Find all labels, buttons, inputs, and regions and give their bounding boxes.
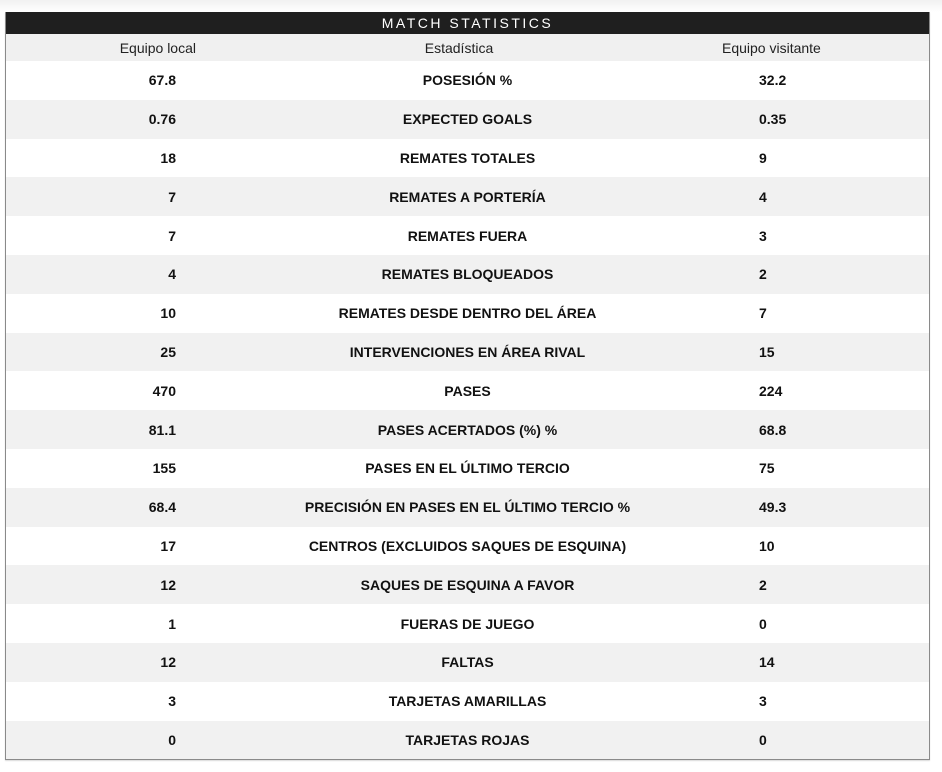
statistic-label: TARJETAS AMARILLAS (388, 693, 547, 710)
statistic-label: REMATES TOTALES (399, 149, 536, 166)
statistic-label: PASES ACERTADOS (%) % (377, 421, 558, 438)
table-header-row (6, 34, 929, 61)
table-row (6, 604, 929, 643)
statistic-label: PRECISIÓN EN PASES EN EL ÚLTIMO TERCIO % (304, 499, 631, 516)
statistic-label: TARJETAS ROJAS (405, 731, 530, 748)
table-row (6, 255, 929, 294)
away-value: 2 (759, 266, 767, 283)
statistic-label: PASES EN EL ÚLTIMO TERCIO (365, 460, 570, 477)
statistic-label: REMATES DESDE DENTRO DEL ÁREA (338, 305, 597, 322)
statistic-label: PASES (444, 382, 491, 399)
table-row (6, 565, 929, 604)
away-value: 49.3 (759, 499, 787, 516)
table-row (6, 682, 929, 721)
statistic-label: INTERVENCIONES EN ÁREA RIVAL (349, 343, 586, 360)
table-row (6, 449, 929, 488)
away-value: 9 (759, 149, 767, 166)
away-value: 15 (759, 343, 775, 360)
away-value: 14 (759, 654, 775, 671)
home-value: 25 (160, 343, 176, 360)
home-value: 10 (160, 305, 176, 322)
home-value: 18 (160, 149, 176, 166)
statistic-label: REMATES BLOQUEADOS (381, 266, 554, 283)
home-value: 0.76 (148, 111, 176, 128)
statistic-label: REMATES FUERA (407, 227, 528, 244)
table-row (6, 139, 929, 178)
table-row (6, 410, 929, 449)
table-row (6, 643, 929, 682)
table-row (6, 721, 929, 760)
away-value: 224 (759, 382, 783, 399)
home-value: 68.4 (148, 499, 176, 516)
statistic-label: REMATES A PORTERÍA (389, 188, 546, 205)
table-row (6, 100, 929, 139)
table-row (6, 177, 929, 216)
statistic-label: SAQUES DE ESQUINA A FAVOR (360, 576, 575, 593)
table-row (6, 294, 929, 333)
home-value: 17 (160, 537, 176, 554)
match-statistics-table (5, 12, 930, 760)
away-value: 0.35 (759, 111, 787, 128)
table-row (6, 216, 929, 255)
table-title: MATCH STATISTICS (6, 12, 929, 34)
away-value: 32.2 (759, 72, 787, 89)
home-value: 67.8 (148, 72, 176, 89)
away-value: 0 (759, 615, 767, 632)
statistic-label: POSESIÓN % (422, 72, 513, 89)
away-value: 2 (759, 576, 767, 593)
table-row (6, 527, 929, 566)
table-row (6, 371, 929, 410)
statistic-label: EXPECTED GOALS (402, 111, 533, 128)
home-value: 470 (152, 382, 176, 399)
away-value: 0 (759, 731, 767, 748)
away-value: 3 (759, 693, 767, 710)
away-value: 3 (759, 227, 767, 244)
away-value: 68.8 (759, 421, 787, 438)
table-body (6, 61, 929, 759)
away-value: 10 (759, 537, 775, 554)
home-value: 3 (168, 693, 176, 710)
home-value: 1 (168, 615, 176, 632)
home-value: 0 (168, 731, 176, 748)
statistic-label: FUERAS DE JUEGO (400, 615, 535, 632)
home-value: 12 (160, 576, 176, 593)
home-value: 81.1 (148, 421, 176, 438)
home-value: 155 (152, 460, 176, 477)
away-value: 4 (759, 188, 767, 205)
away-value: 7 (759, 305, 767, 322)
home-value: 4 (168, 266, 176, 283)
table-row (6, 333, 929, 372)
header-away-team: Equipo visitante (722, 39, 821, 56)
header-home-team: Equipo local (119, 39, 196, 56)
table-row (6, 488, 929, 527)
statistic-label: CENTROS (EXCLUIDOS SAQUES DE ESQUINA) (308, 537, 627, 554)
home-value: 7 (168, 227, 176, 244)
table-row (6, 61, 929, 100)
statistic-label: FALTAS (441, 654, 494, 671)
home-value: 7 (168, 188, 176, 205)
header-statistic: Estadística (424, 39, 494, 56)
away-value: 75 (759, 460, 775, 477)
home-value: 12 (160, 654, 176, 671)
